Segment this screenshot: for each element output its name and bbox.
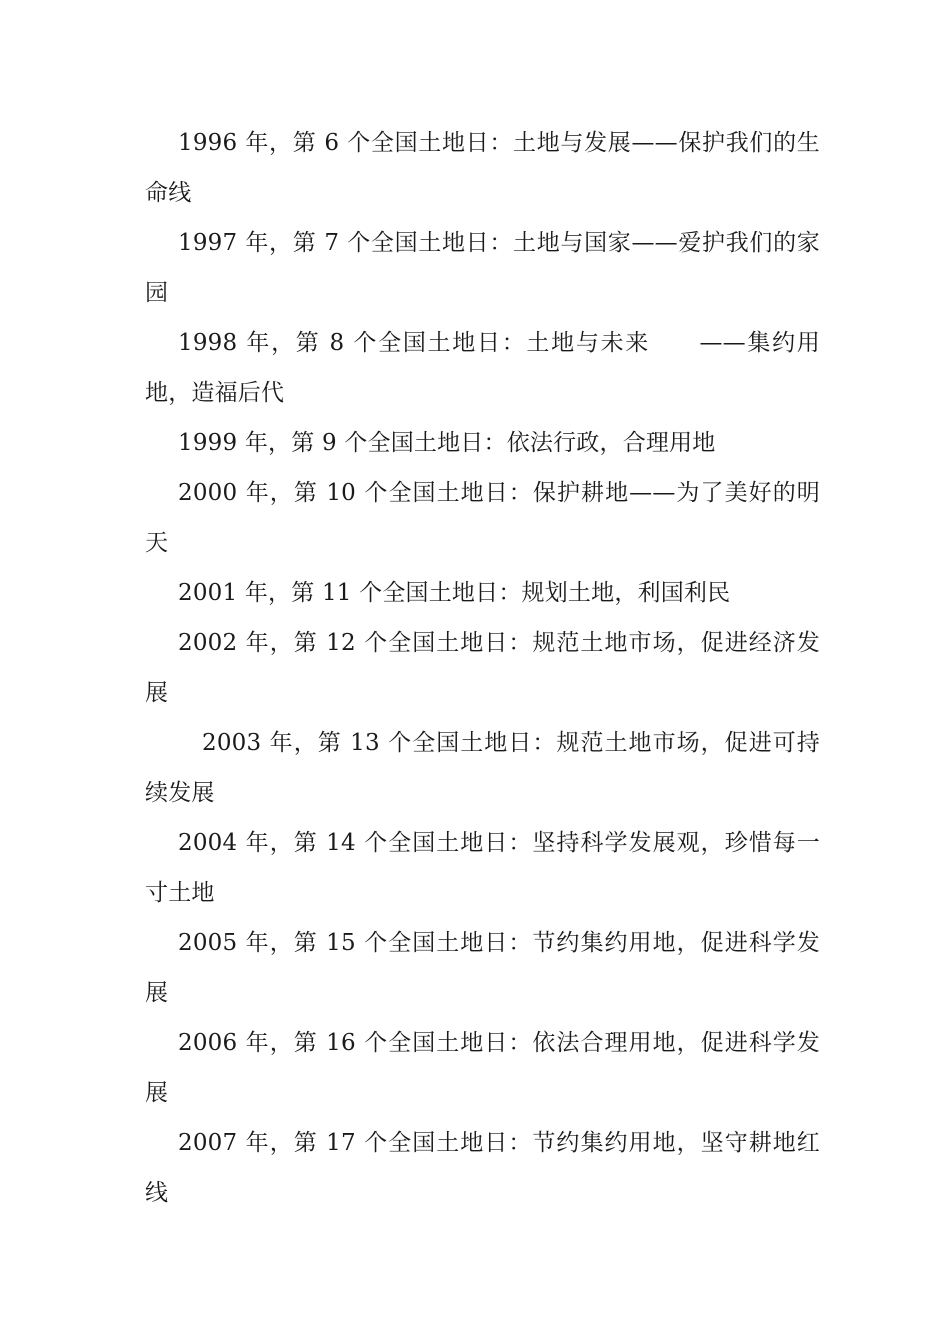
paragraph-2006: 2006 年，第 16 个全国土地日：依法合理用地，促进科学发展 — [145, 1030, 820, 1106]
paragraph-2003: 2003 年，第 13 个全国土地日：规范土地市场，促进可持续发展 — [145, 730, 820, 806]
paragraph-2004: 2004 年，第 14 个全国土地日：坚持科学发展观，珍惜每一寸土地 — [145, 830, 820, 906]
document-body — [145, 118, 820, 1218]
paragraph-1996: 1996 年，第 6 个全国土地日：土地与发展——保护我们的生命线 — [145, 130, 820, 206]
paragraph-2005: 2005 年，第 15 个全国土地日：节约集约用地，促进科学发展 — [145, 930, 820, 1006]
paragraph-2000: 2000 年，第 10 个全国土地日：保护耕地——为了美好的明天 — [145, 480, 820, 556]
paragraph-1998: 1998 年，第 8 个全国土地日：土地与未来 ——集约用地，造福后代 — [145, 330, 820, 406]
paragraph-2002: 2002 年，第 12 个全国土地日：规范土地市场，促进经济发展 — [145, 630, 820, 706]
paragraph-1997: 1997 年，第 7 个全国土地日：土地与国家——爱护我们的家园 — [145, 230, 820, 306]
paragraph-2001: 2001 年，第 11 个全国土地日：规划土地，利国利民 — [178, 580, 731, 606]
paragraph-2007: 2007 年，第 17 个全国土地日：节约集约用地，坚守耕地红线 — [145, 1130, 820, 1206]
paragraph-1999: 1999 年，第 9 个全国土地日：依法行政，合理用地 — [178, 430, 716, 456]
